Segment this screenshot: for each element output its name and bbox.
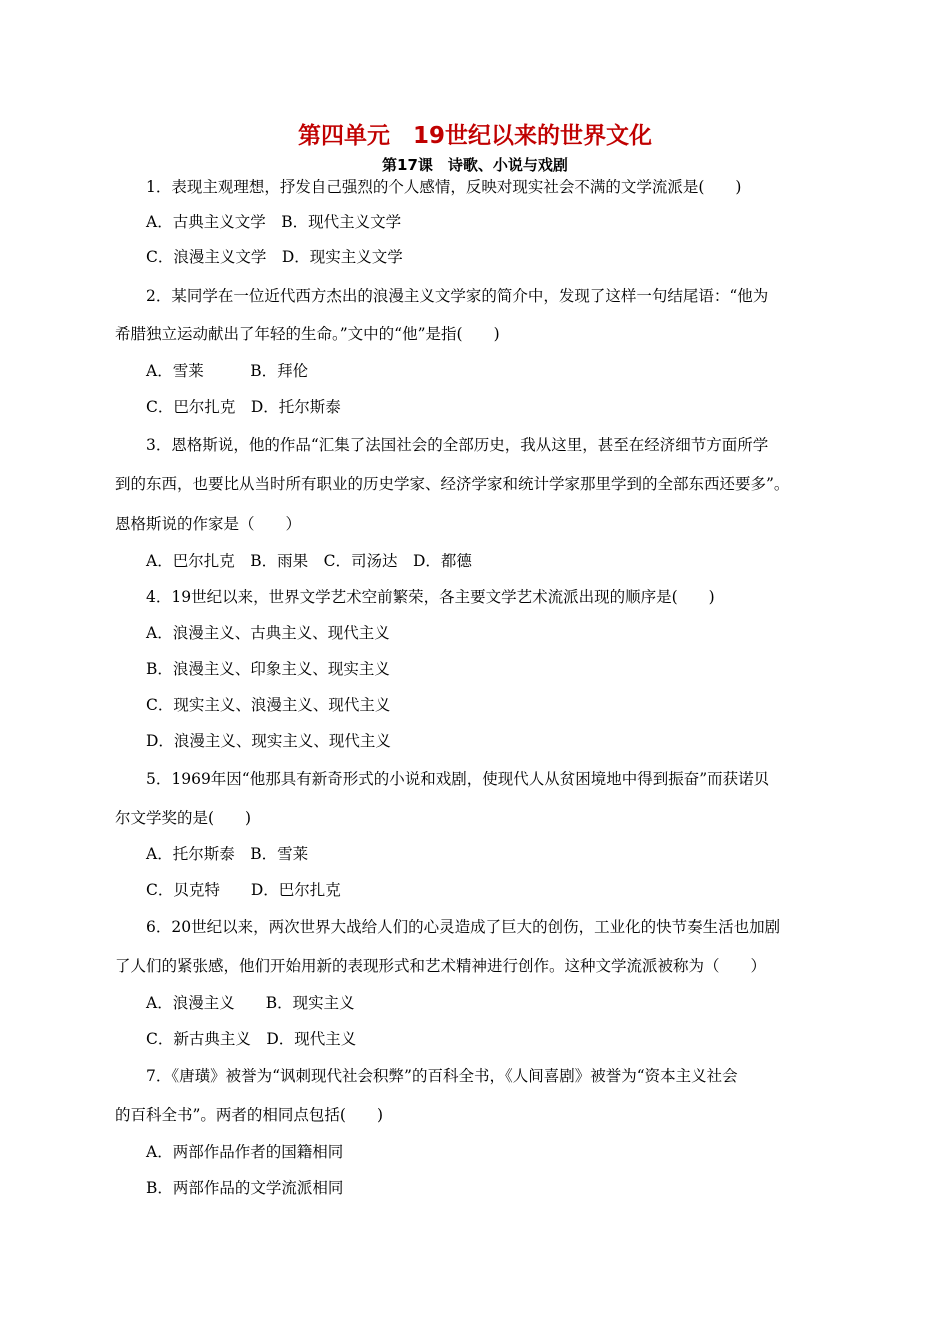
question-7-text-cont: 的百科全书”。两者的相同点包括( ) <box>115 1106 384 1124</box>
question-6-text: 6．20世纪以来，两次世界大战给人们的心灵造成了巨大的创伤，工业化的快节奏生活也加剧 <box>146 918 781 936</box>
unit-title: 第四单元 19世纪以来的世界文化 <box>297 123 652 149</box>
question-3-text: 3．恩格斯说，他的作品“汇集了法国社会的全部历史，我从这里，甚至在经济细节方面所学 <box>146 436 769 454</box>
question-7-option-b: B．两部作品的文学流派相同 <box>146 1179 344 1197</box>
question-3-text-cont: 到的东西，也要比从当时所有职业的历史学家、经济学家和统计学家那里学到的全部东西还要多”。 <box>115 475 790 493</box>
question-5-text: 5．1969年因“他那具有新奇形式的小说和戏剧，使现代人从贫困境地中得到振奋”而获诺贝 <box>146 770 770 788</box>
question-4-option-c: C．现实主义、浪漫主义、现代主义 <box>146 696 391 714</box>
question-7-option-a: A．两部作品作者的国籍相同 <box>146 1143 344 1161</box>
question-5-options-cd: C．贝克特 D．巴尔扎克 <box>146 881 341 899</box>
question-4-option-b: B．浪漫主义、印象主义、现实主义 <box>146 660 390 678</box>
question-6-text-cont: 了人们的紧张感，他们开始用新的表现形式和艺术精神进行创作。这种文学流派被称为（ ） <box>115 957 767 975</box>
question-3-text-cont-2: 恩格斯说的作家是（ ） <box>115 515 302 533</box>
question-2-options-ab: A．雪莱 B．拜伦 <box>146 362 309 380</box>
question-4-text: 4．19世纪以来，世界文学艺术空前繁荣，各主要文学艺术流派出现的顺序是( ) <box>146 588 715 606</box>
question-3-options: A．巴尔扎克 B．雨果 C．司汤达 D．都德 <box>146 552 472 570</box>
question-2-options-cd: C．巴尔扎克 D．托尔斯泰 <box>146 398 341 416</box>
question-5-text-cont: 尔文学奖的是( ) <box>115 809 252 827</box>
question-2-text: 2．某同学在一位近代西方杰出的浪漫主义文学家的简介中，发现了这样一句结尾语：“他为 <box>146 287 769 305</box>
question-4-option-d: D．浪漫主义、现实主义、现代主义 <box>146 732 391 750</box>
question-4-option-a: A．浪漫主义、古典主义、现代主义 <box>146 624 390 642</box>
question-5-options-ab: A．托尔斯泰 B．雪莱 <box>146 845 309 863</box>
question-7-text: 7．《唐璜》被誉为“讽刺现代社会积弊”的百科全书，《人间喜剧》被誉为“资本主义社会 <box>146 1067 738 1085</box>
question-2-text-cont: 希腊独立运动献出了年轻的生命。”文中的“他”是指( ) <box>115 325 500 343</box>
question-6-options-ab: A．浪漫主义 B．现实主义 <box>146 994 355 1012</box>
lesson-title: 第17课 诗歌、小说与戏剧 <box>382 156 568 174</box>
question-1-text: 1．表现主观理想，抒发自己强烈的个人感情，反映对现实社会不满的文学流派是( ) <box>146 178 742 196</box>
question-1-options-cd: C．浪漫主义文学 D．现实主义文学 <box>146 248 403 266</box>
question-6-options-cd: C．新古典主义 D．现代主义 <box>146 1030 357 1048</box>
question-1-options-ab: A．古典主义文学 B．现代主义文学 <box>146 213 402 231</box>
